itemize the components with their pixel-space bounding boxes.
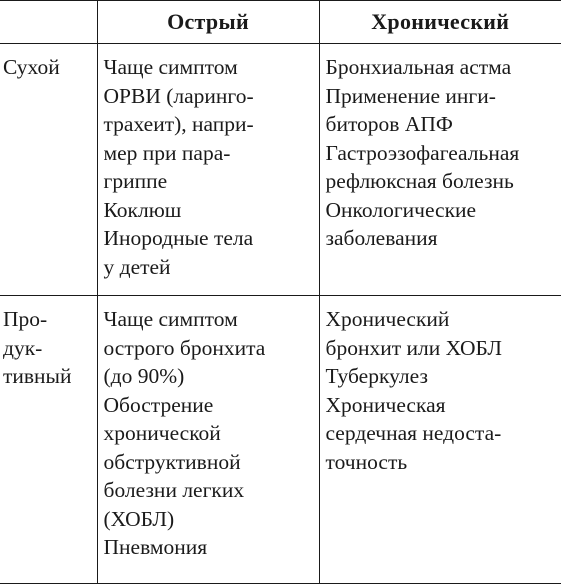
header-corner-cell (0, 1, 97, 44)
cell-line: Бронхиальная астма (326, 53, 561, 82)
cell-line: Обострение (104, 391, 319, 420)
header-row (0, 1, 561, 44)
cell-line: Чаще симптом (104, 53, 319, 82)
cell-productive-chronic (319, 296, 561, 584)
cell-line: у детей (104, 253, 319, 282)
cell-productive-acute (97, 296, 319, 584)
cell-line: Чаще симптом (104, 305, 319, 334)
cell-line: Хроническая (326, 391, 561, 420)
cell-line: бронхит или ХОБЛ (326, 334, 561, 363)
cell-line: Туберкулез (326, 362, 561, 391)
row-label-line: дук- (3, 334, 97, 363)
header-chronic: Хронический (319, 1, 561, 44)
cell-line: (до 90%) (104, 362, 319, 391)
row-productive (0, 296, 561, 584)
row-label-productive (0, 296, 97, 584)
row-label-line: Про- (3, 305, 97, 334)
cell-line: Применение инги- (326, 82, 561, 111)
row-label-line: тивный (3, 362, 97, 391)
row-dry (0, 44, 561, 296)
cell-line: гриппе (104, 167, 319, 196)
cell-line: сердечная недоста- (326, 419, 561, 448)
cell-line: Гастроэзофагеальная (326, 139, 561, 168)
cell-line: биторов АПФ (326, 110, 561, 139)
cell-line: Хронический (326, 305, 561, 334)
cell-line: хронической (104, 419, 319, 448)
cell-line: Инородные тела (104, 224, 319, 253)
cell-line: острого бронхита (104, 334, 319, 363)
cell-line: мер при пара- (104, 139, 319, 168)
cell-line: точность (326, 448, 561, 477)
cell-line: ОРВИ (ларинго- (104, 82, 319, 111)
cell-line: Онкологические (326, 196, 561, 225)
cell-line: обструктивной (104, 448, 319, 477)
cell-dry-chronic (319, 44, 561, 296)
cell-line: трахеит), напри- (104, 110, 319, 139)
header-acute: Острый (97, 1, 319, 44)
cell-dry-acute (97, 44, 319, 296)
cell-line: Пневмония (104, 533, 319, 562)
row-label-dry (0, 44, 97, 296)
cell-line: Коклюш (104, 196, 319, 225)
cell-line: заболевания (326, 224, 561, 253)
cell-line: (ХОБЛ) (104, 505, 319, 534)
cell-line: рефлюксная болезнь (326, 167, 561, 196)
row-label-line: Сухой (3, 53, 97, 82)
cell-line: болезни легких (104, 476, 319, 505)
